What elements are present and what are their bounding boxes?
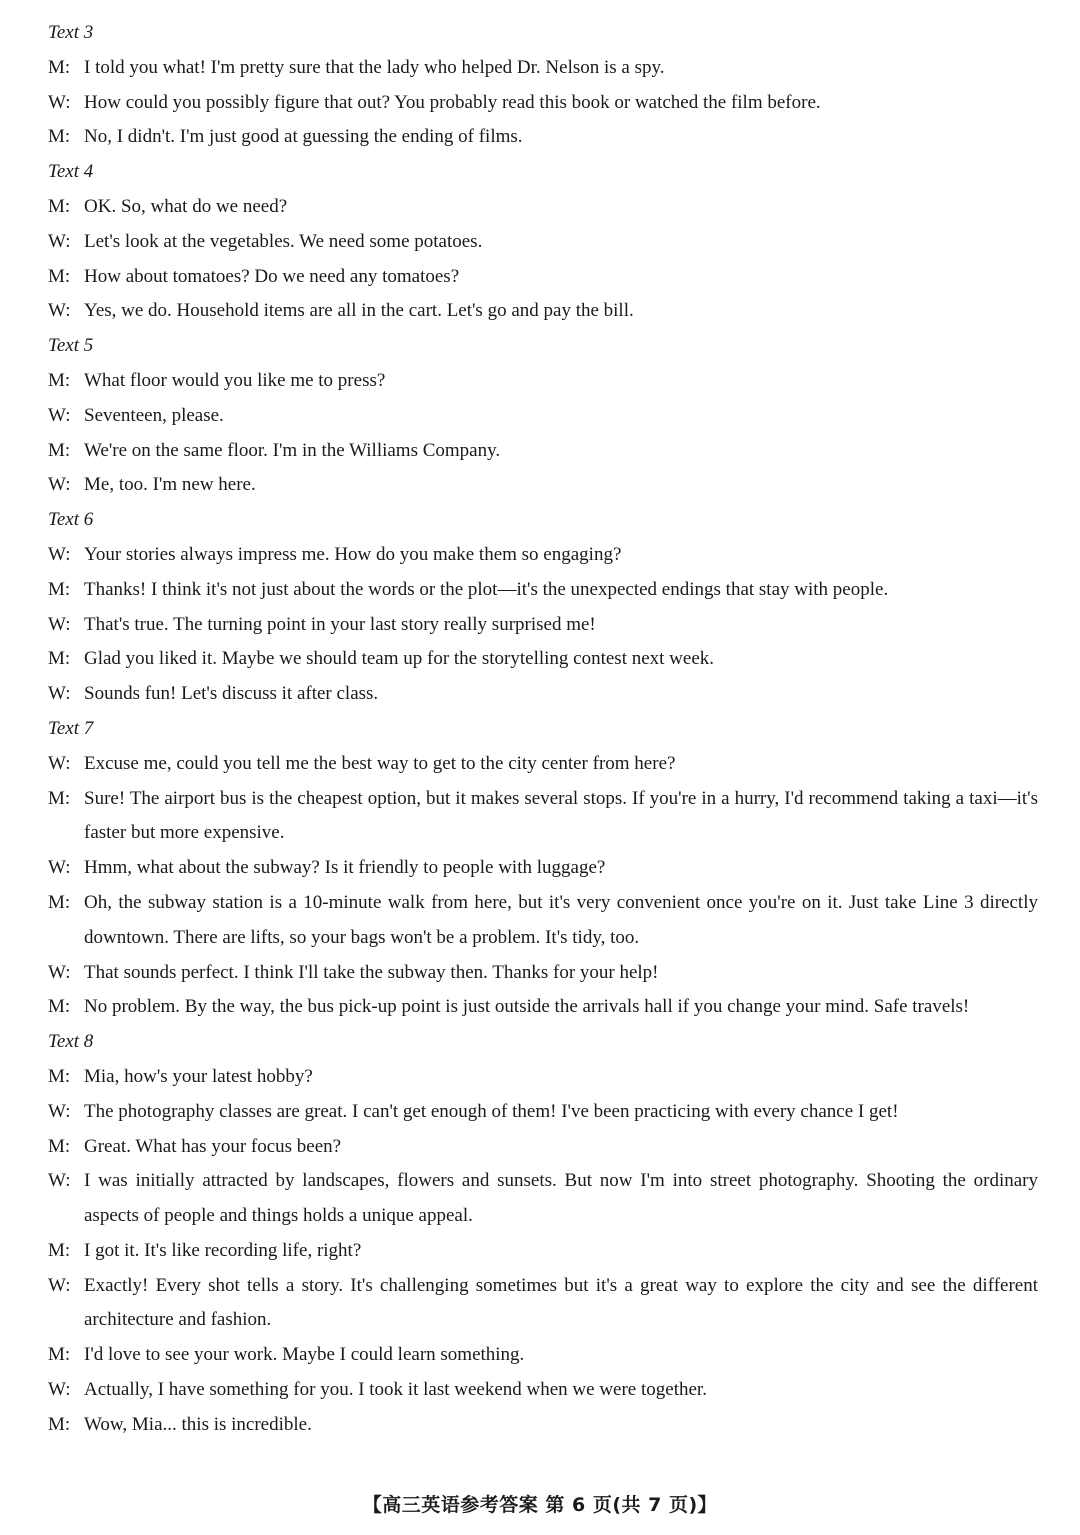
- utterance-text: Yes, we do. Household items are all in the cart. Let's go and pay the bill.: [84, 300, 634, 322]
- speaker-label: M:: [48, 126, 71, 148]
- speaker-label: W:: [48, 1274, 71, 1296]
- utterance-text: Sure! The airport bus is the cheapest option, but it makes several stops. If you're in a hurry, I'd recommend taking a taxi—it's faster but more expensive.: [84, 787, 1038, 844]
- utterance-text: What floor would you like me to press?: [84, 369, 386, 391]
- utterance-text: Exactly! Every shot tells a story. It's challenging sometimes but it's a great way to explore the city and see the different architecture and fashion.: [84, 1274, 1038, 1331]
- speaker-label: M:: [48, 1239, 71, 1261]
- utterance-text: Hmm, what about the subway? Is it friendly to people with luggage?: [84, 857, 606, 879]
- utterance-text: Your stories always impress me. How do you make them so engaging?: [84, 543, 622, 565]
- utterance-text: Seventeen, please.: [84, 404, 224, 426]
- utterance-text: We're on the same floor. I'm in the Williams Company.: [84, 439, 501, 461]
- dialogue-line: [48, 1164, 1038, 1234]
- utterance-text: Oh, the subway station is a 10-minute walk from here, but it's very convenient once you're on it. Just take Line 3 directly downtown. There are lifts, so your bags won't be a problem. It's tidy, too.: [84, 891, 1038, 948]
- dialogue-line: [48, 399, 1038, 434]
- dialogue-line: [48, 886, 1038, 956]
- utterance-text: No problem. By the way, the bus pick-up point is just outside the arrivals hall if you change your mind. Safe travels!: [84, 996, 970, 1018]
- utterance-text: Excuse me, could you tell me the best way to get to the city center from here?: [84, 752, 676, 774]
- text-section: [48, 16, 1038, 155]
- dialogue-line: [48, 538, 1038, 573]
- speaker-label: M:: [48, 56, 71, 78]
- dialogue-line: [48, 1095, 1038, 1130]
- utterance-text: Thanks! I think it's not just about the words or the plot—it's the unexpected endings that stay with people.: [84, 578, 889, 600]
- dialogue-line: [48, 434, 1038, 469]
- dialogue-line: [48, 294, 1038, 329]
- dialogue-line: [48, 990, 1038, 1025]
- text-section: [48, 155, 1038, 329]
- page-footer: 【高三英语参考答案 第 6 页(共 7 页)】: [362, 1494, 718, 1516]
- dialogue-line: [48, 190, 1038, 225]
- speaker-label: M:: [48, 996, 71, 1018]
- utterance-text: How about tomatoes? Do we need any tomatoes?: [84, 265, 460, 287]
- dialogue-line: [48, 1060, 1038, 1095]
- dialogue-line: [48, 747, 1038, 782]
- dialogue-line: [48, 608, 1038, 643]
- speaker-label: M:: [48, 1065, 71, 1087]
- speaker-label: W:: [48, 91, 71, 113]
- text-section: [48, 712, 1038, 1025]
- utterance-text: Great. What has your focus been?: [84, 1135, 342, 1157]
- speaker-label: W:: [48, 752, 71, 774]
- speaker-label: W:: [48, 613, 71, 635]
- dialogue-line: [48, 468, 1038, 503]
- speaker-label: M:: [48, 578, 71, 600]
- utterance-text: Let's look at the vegetables. We need some potatoes.: [84, 230, 483, 252]
- speaker-label: W:: [48, 300, 71, 322]
- utterance-text: I told you what! I'm pretty sure that the lady who helped Dr. Nelson is a spy.: [84, 56, 665, 78]
- speaker-label: M:: [48, 195, 71, 217]
- utterance-text: How could you possibly figure that out? You probably read this book or watched the film before.: [84, 91, 821, 113]
- speaker-label: W:: [48, 230, 71, 252]
- dialogue-line: [48, 1130, 1038, 1165]
- section-heading: Text 5: [48, 335, 94, 357]
- dialogue-line: [48, 51, 1038, 86]
- utterance-text: That sounds perfect. I think I'll take the subway then. Thanks for your help!: [84, 961, 659, 983]
- dialogue-line: [48, 642, 1038, 677]
- speaker-label: M:: [48, 439, 71, 461]
- utterance-text: Glad you liked it. Maybe we should team up for the storytelling contest next week.: [84, 648, 715, 670]
- section-heading: Text 6: [48, 509, 94, 531]
- dialogue-line: [48, 260, 1038, 295]
- section-heading: Text 3: [48, 22, 94, 43]
- text-section: [48, 329, 1038, 503]
- speaker-label: M:: [48, 265, 71, 287]
- dialogue-line: [48, 677, 1038, 712]
- dialogue-line: [48, 120, 1038, 155]
- section-heading: Text 7: [48, 717, 94, 739]
- speaker-label: M:: [48, 1413, 71, 1435]
- speaker-label: W:: [48, 1170, 71, 1192]
- utterance-text: Actually, I have something for you. I took it last weekend when we were together.: [84, 1379, 707, 1401]
- dialogue-line: [48, 364, 1038, 399]
- speaker-label: W:: [48, 961, 71, 983]
- speaker-label: W:: [48, 857, 71, 879]
- utterance-text: Sounds fun! Let's discuss it after class.: [84, 683, 379, 705]
- dialogue-line: [48, 956, 1038, 991]
- utterance-text: Wow, Mia... this is incredible.: [84, 1413, 312, 1435]
- speaker-label: M:: [48, 369, 71, 391]
- dialogue-line: [48, 851, 1038, 886]
- speaker-label: M:: [48, 1344, 71, 1366]
- utterance-text: That's true. The turning point in your last story really surprised me!: [84, 613, 596, 635]
- speaker-label: W:: [48, 404, 71, 426]
- utterance-text: No, I didn't. I'm just good at guessing the ending of films.: [84, 126, 523, 148]
- utterance-text: Mia, how's your latest hobby?: [84, 1065, 313, 1087]
- dialogue-line: [48, 1373, 1038, 1408]
- transcript-content: [48, 16, 1038, 1443]
- text-section: [48, 1025, 1038, 1443]
- utterance-text: I got it. It's like recording life, right?: [84, 1239, 362, 1261]
- utterance-text: I was initially attracted by landscapes, flowers and sunsets. But now I'm into street photography. Shooting the ordinary aspects of people and things holds a unique appeal.: [84, 1170, 1038, 1227]
- text-section: [48, 503, 1038, 712]
- speaker-label: W:: [48, 1100, 71, 1122]
- utterance-text: OK. So, what do we need?: [84, 195, 288, 217]
- dialogue-line: [48, 782, 1038, 852]
- dialogue-line: [48, 573, 1038, 608]
- dialogue-line: [48, 1338, 1038, 1373]
- dialogue-line: [48, 1408, 1038, 1443]
- utterance-text: The photography classes are great. I can't get enough of them! I've been practicing with every chance I get!: [84, 1100, 899, 1122]
- speaker-label: M:: [48, 1135, 71, 1157]
- speaker-label: W:: [48, 1379, 71, 1401]
- dialogue-line: [48, 1269, 1038, 1339]
- section-heading: Text 4: [48, 161, 94, 183]
- section-heading: Text 8: [48, 1031, 94, 1053]
- dialogue-line: [48, 1234, 1038, 1269]
- speaker-label: W:: [48, 683, 71, 705]
- speaker-label: M:: [48, 787, 71, 809]
- speaker-label: M:: [48, 648, 71, 670]
- utterance-text: I'd love to see your work. Maybe I could learn something.: [84, 1344, 525, 1366]
- dialogue-line: [48, 225, 1038, 260]
- speaker-label: W:: [48, 474, 71, 496]
- dialogue-line: [48, 86, 1038, 121]
- speaker-label: W:: [48, 543, 71, 565]
- speaker-label: M:: [48, 891, 71, 913]
- utterance-text: Me, too. I'm new here.: [84, 474, 256, 496]
